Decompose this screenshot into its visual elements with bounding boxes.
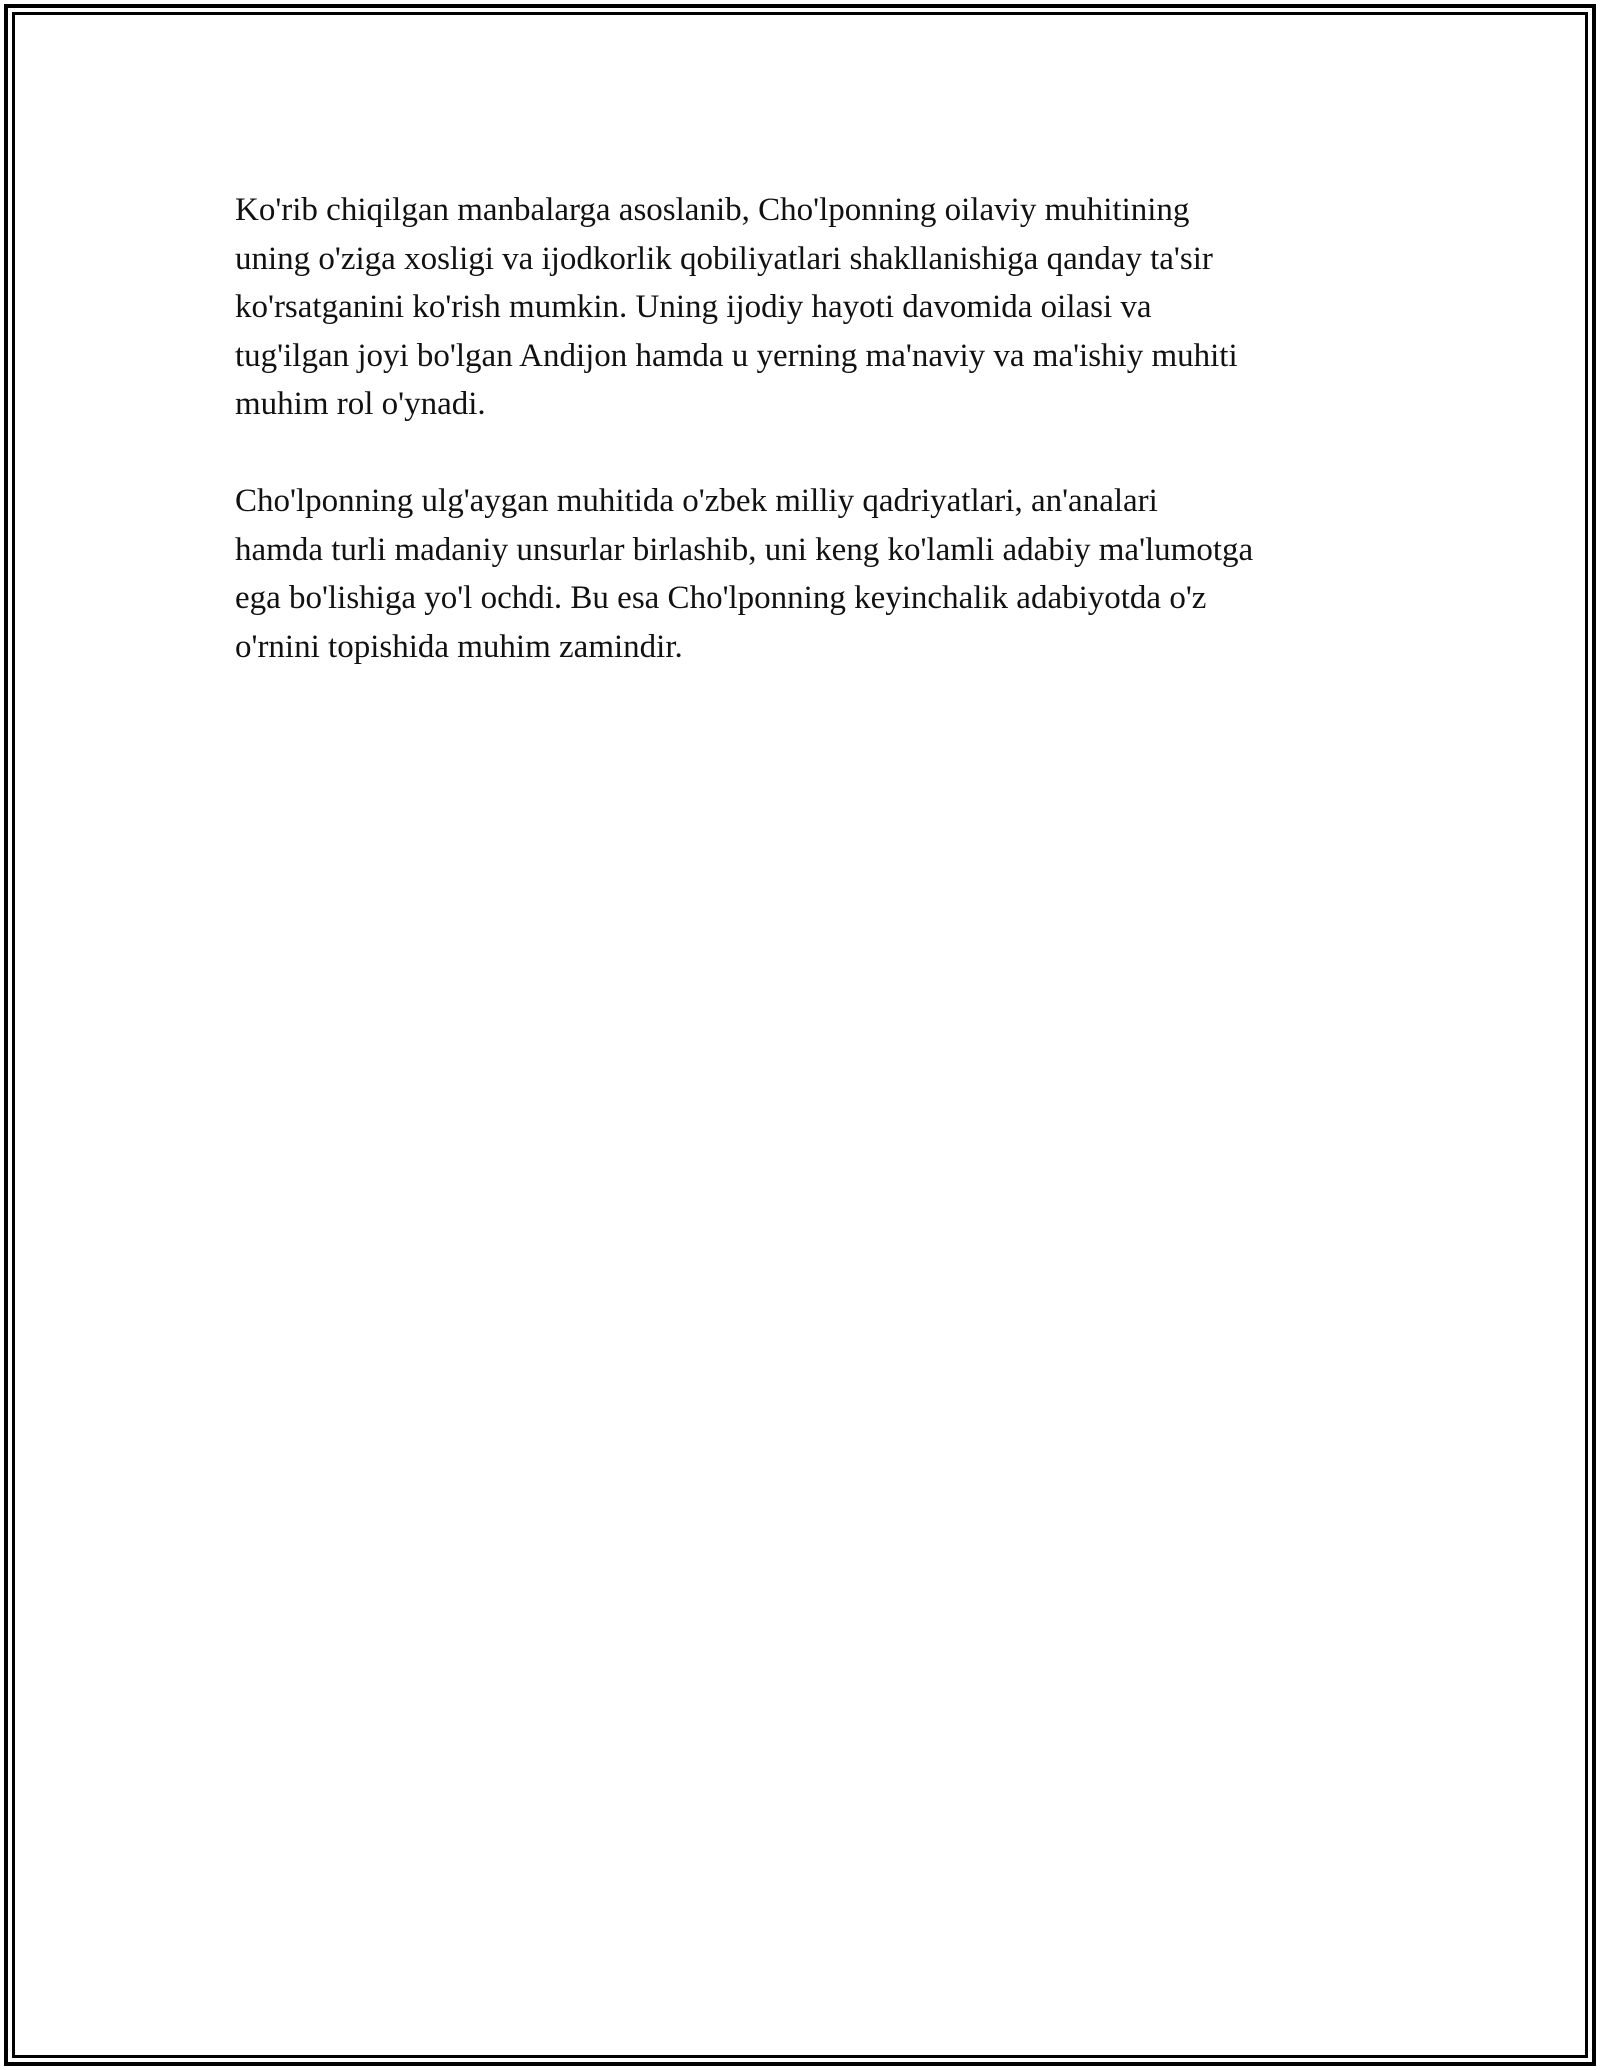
document-body (235, 186, 1385, 671)
paragraph-line: Ko'rib chiqilgan manbalarga asoslanib, Cho'lponning oilaviy muhitining (235, 192, 1190, 228)
paragraph-line: ega bo'lishiga yo'l ochdi. Bu esa Cho'lponning keyinchalik adabiyotda o'z (235, 580, 1207, 616)
paragraph-line: uning o'ziga xosligi va ijodkorlik qobiliyatlari shakllanishiga qanday ta'sir (235, 240, 1213, 277)
paragraph-line: tug'ilgan joyi bo'lgan Andijon hamda u yerning ma'naviy va ma'ishiy muhiti (235, 337, 1238, 374)
paragraph-2 (235, 477, 1385, 671)
paragraph-line: muhim rol o'ynadi. (235, 386, 486, 422)
paragraph-line: ko'rsatganini ko'rish mumkin. Uning ijodiy hayoti davomida oilasi va (235, 289, 1152, 325)
paragraph-line: Cho'lponning ulg'aygan muhitida o'zbek milliy qadriyatlari, an'analari (235, 483, 1158, 519)
paragraph-line: hamda turli madaniy unsurlar birlashib, uni keng ko'lamli adabiy ma'lumotga (235, 531, 1254, 568)
paragraph-line: o'rnini topishida muhim zamindir. (235, 628, 683, 665)
paragraph-1 (235, 186, 1385, 429)
